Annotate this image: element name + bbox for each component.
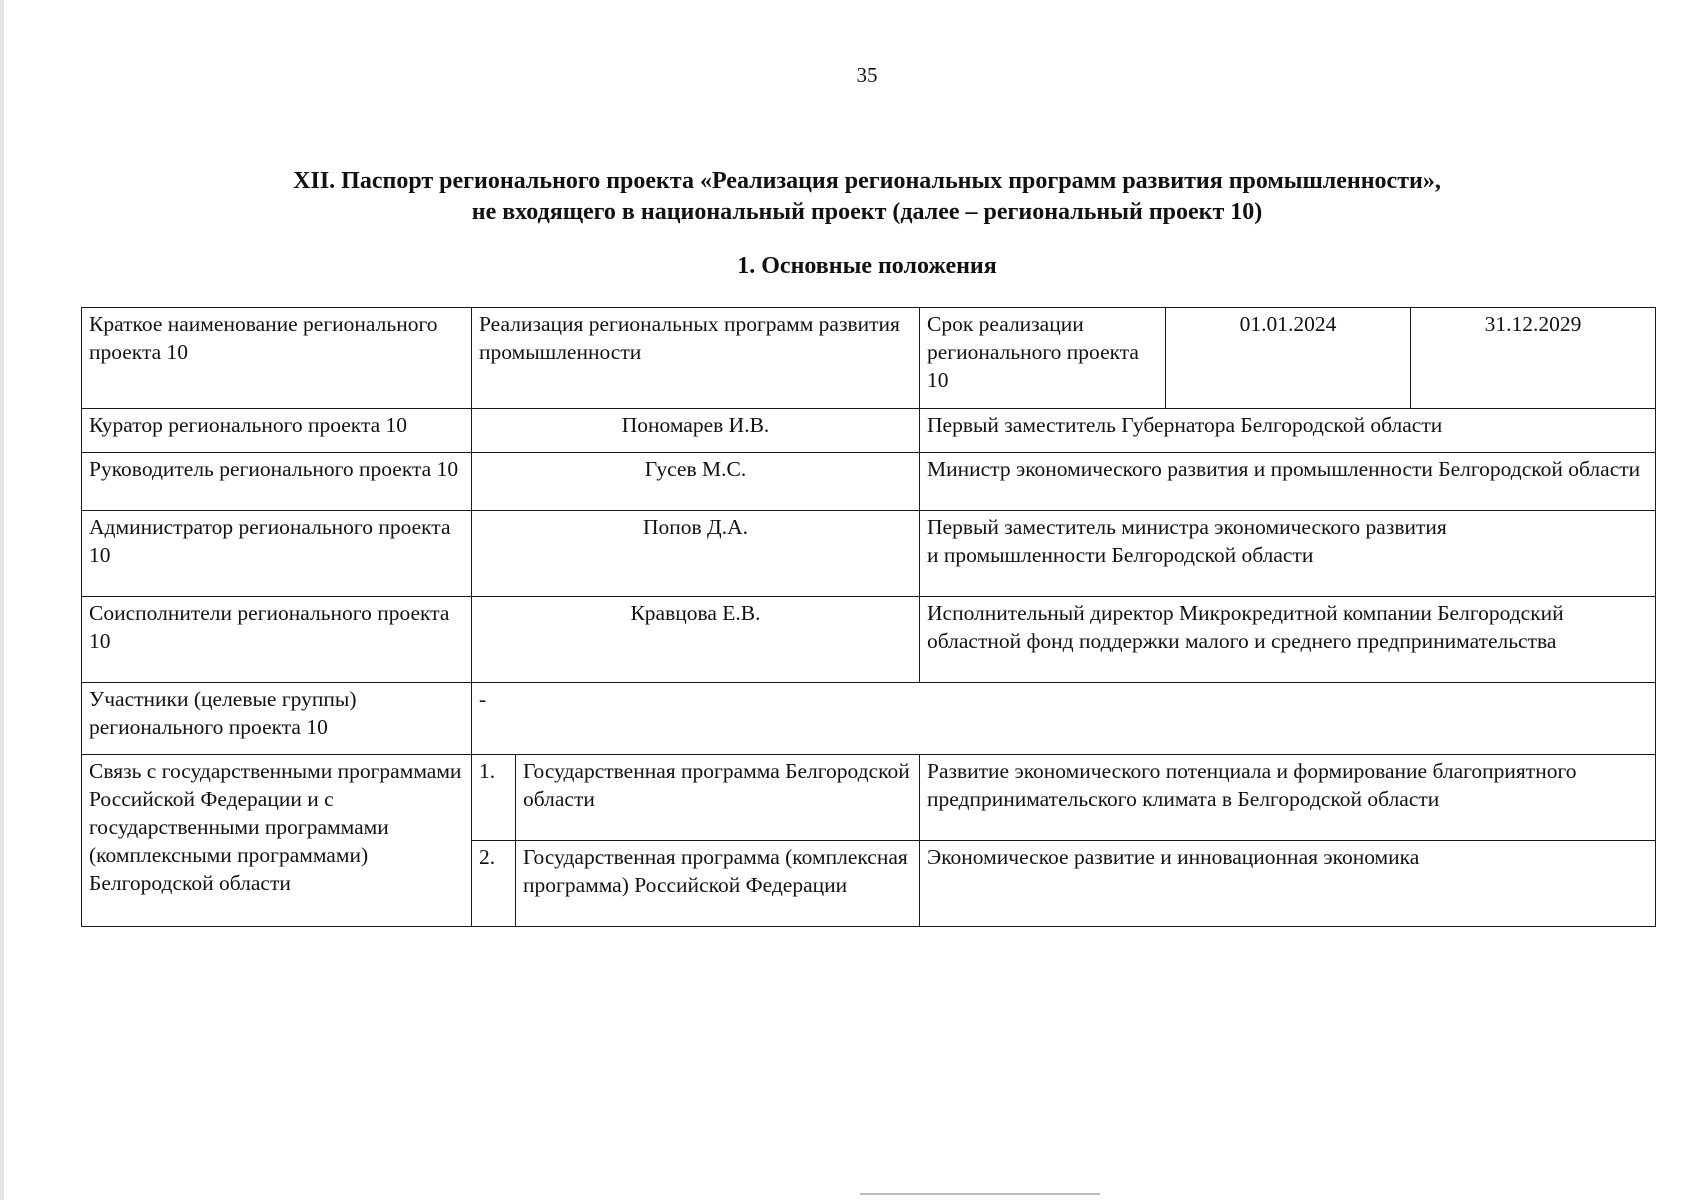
- scan-artifact: [860, 1193, 1100, 1195]
- coexecutor-name: Кравцова Е.В.: [472, 597, 920, 683]
- administrator-position-line-2: и промышленности Белгородской области: [927, 543, 1314, 567]
- row-label: Связь с государственными программами Российской Федерации и с государственными программами (комплексными программами) Белгородской области: [82, 755, 472, 927]
- project-short-name: Реализация региональных программ развития промышленности: [472, 308, 920, 409]
- participants-value: -: [472, 683, 1656, 755]
- program-type: Государственная программа Белгородской области: [516, 755, 920, 841]
- program-name: Развитие экономического потенциала и формирование благоприятного предпринимательского климата в Белгородской области: [920, 755, 1656, 841]
- coexecutor-position: Исполнительный директор Микрокредитной компании Белгородский областной фонд поддержки малого и среднего предпринимательства: [920, 597, 1656, 683]
- administrator-position: [920, 511, 1656, 597]
- title-line-2: не входящего в национальный проект (далее – региональный проект 10): [471, 199, 1263, 225]
- start-date: 01.01.2024: [1166, 308, 1411, 409]
- head-position: Министр экономического развития и промышленности Белгородской области: [920, 453, 1656, 511]
- table-row: [82, 597, 1656, 683]
- row-label: Краткое наименование регионального проекта 10: [82, 308, 472, 409]
- row-label: Куратор регионального проекта 10: [82, 409, 472, 453]
- head-name: Гусев М.С.: [472, 453, 920, 511]
- table-row: [82, 511, 1656, 597]
- table-row: [82, 755, 1656, 841]
- program-name: Экономическое развитие и инновационная экономика: [920, 841, 1656, 927]
- program-number: 2.: [472, 841, 516, 927]
- term-label: Срок реализации регионального проекта 10: [920, 308, 1166, 409]
- page-number: 35: [856, 63, 878, 87]
- program-type: Государственная программа (комплексная программа) Российской Федерации: [516, 841, 920, 927]
- program-number: 1.: [472, 755, 516, 841]
- administrator-name: Попов Д.А.: [472, 511, 920, 597]
- curator-position: Первый заместитель Губернатора Белгородской области: [920, 409, 1656, 453]
- row-label: Соисполнители регионального проекта 10: [82, 597, 472, 683]
- row-label: Администратор регионального проекта 10: [82, 511, 472, 597]
- document-title: [0, 166, 1708, 228]
- curator-name: Пономарев И.В.: [472, 409, 920, 453]
- passport-table: [81, 307, 1656, 927]
- section-title: 1. Основные положения: [737, 253, 997, 279]
- end-date: 31.12.2029: [1411, 308, 1656, 409]
- row-label: Руководитель регионального проекта 10: [82, 453, 472, 511]
- title-line-1: XII. Паспорт регионального проекта «Реализация региональных программ развития промышленности»,: [293, 168, 1441, 194]
- table-row: [82, 409, 1656, 453]
- row-label: Участники (целевые группы) регионального проекта 10: [82, 683, 472, 755]
- table-row: [82, 683, 1656, 755]
- administrator-position-line-1: Первый заместитель министра экономического развития: [927, 515, 1447, 539]
- table-row: [82, 453, 1656, 511]
- table-row: [82, 308, 1656, 409]
